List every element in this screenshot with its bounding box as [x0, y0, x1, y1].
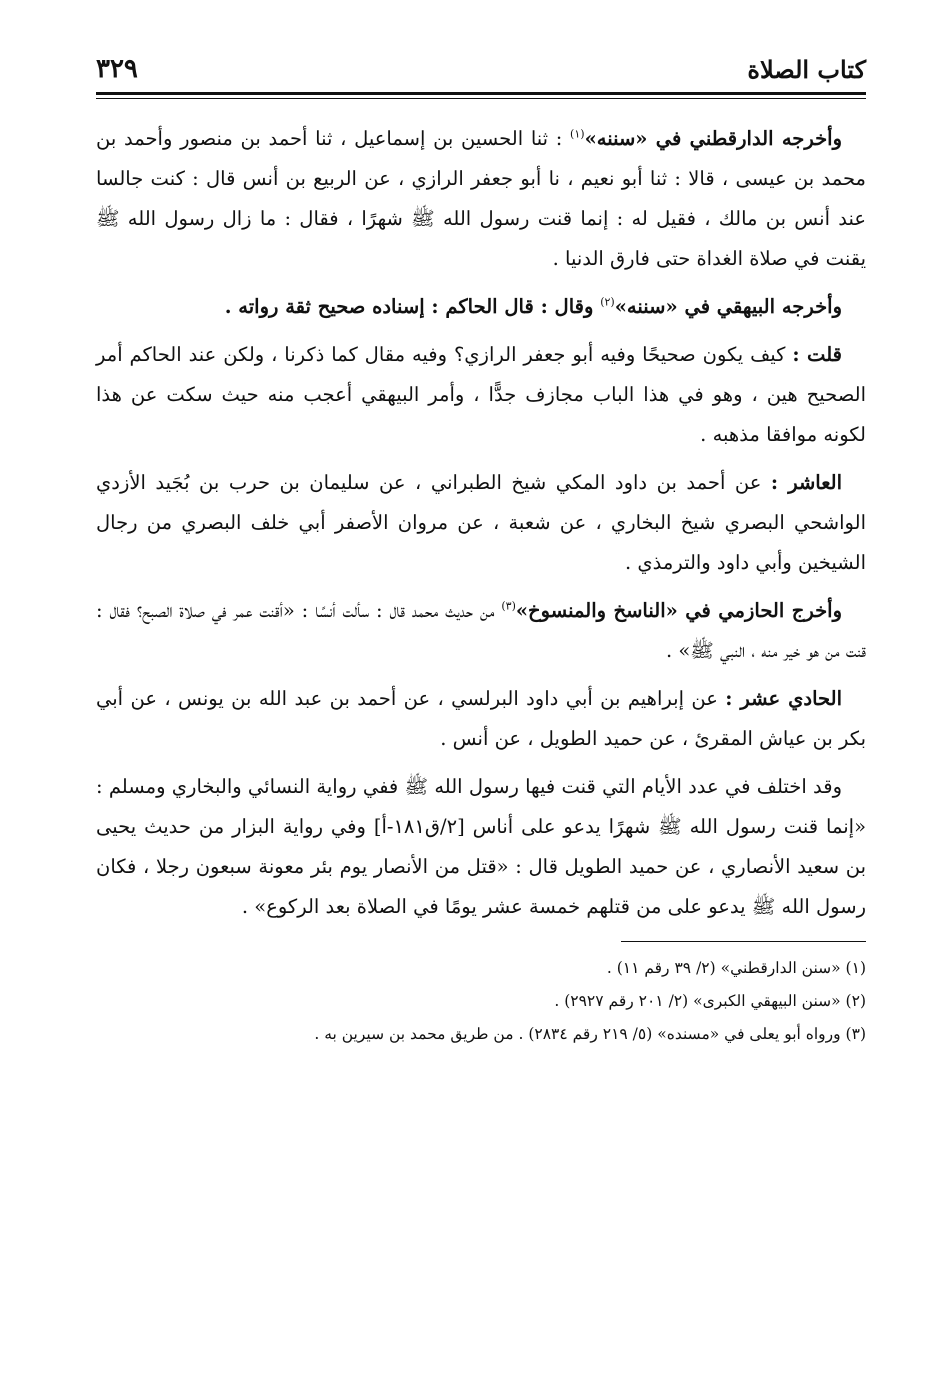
paragraph-lead: وأخرج الحازمي في «الناسخ والمنسوخ»	[515, 599, 842, 622]
paragraph-1	[96, 119, 866, 279]
paragraph-lead: العاشر :	[770, 471, 842, 494]
footnote-3: (٣) ورواه أبو يعلى في «مسنده» (٥/ ٢١٩ رقم ٢٨٣٤) . من طريق محمد بن سيرين به .	[314, 1025, 866, 1043]
paragraph-text: عن أحمد بن داود المكي شيخ الطبراني ، عن سليمان بن حرب بن بُجَيد الأزدي الواشحي البصري شيخ البخاري ، عن شعبة ، عن مروان الأصفر أبي خلف البصري من رجال الشيخين وأبي داود والترمذي .	[96, 471, 866, 574]
paragraph-lead: وأخرجه الدارقطني في «سننه»	[584, 127, 842, 150]
header-rule-thick	[96, 92, 866, 95]
page-header	[96, 40, 866, 84]
footnote-separator	[621, 941, 866, 942]
footnote-2: (٢) «سنن البيهقي الكبرى» (٢/ ٢٠١ رقم ٢٩٢٧) .	[554, 992, 866, 1010]
paragraph-3	[96, 335, 866, 455]
paragraph-lead: قلت :	[792, 343, 842, 366]
paragraph-5	[96, 591, 866, 671]
footnotes	[96, 952, 866, 1051]
paragraph-lead: وأخرجه البيهقي في «سننه»	[614, 295, 842, 318]
footnote-ref: (٢)	[600, 295, 615, 309]
paragraph-text: من حديث محمد قال : سألت أنسًا : «أقنت عمر في صلاة الصبح؟ فقال : قنت من هو خير منه ، النبي ﷺ» .	[96, 599, 866, 662]
paragraph-text: كيف يكون صحيحًا وفيه أبو جعفر الرازي؟ وفيه مقال كما ذكرنا ، ولكن عند الحاكم أمر الصحيح هين ، وهو في هذا الباب مجازف جدًّا ، وأمر البيهقي أعجب منه حيث سكت عن هذا لكونه موافقا مذهبه .	[96, 343, 866, 446]
page-number: ٣٢٩	[96, 54, 138, 84]
body-text	[96, 119, 866, 927]
paragraph-6	[96, 679, 866, 759]
paragraph-4	[96, 463, 866, 583]
paragraph-text: وقال : قال الحاكم : إسناده صحيح ثقة رواته .	[224, 295, 601, 318]
footnote-1: (١) «سنن الدارقطني» (٢/ ٣٩ رقم ١١) .	[606, 959, 866, 977]
paragraph-2	[96, 287, 866, 327]
paragraph-text: عن إبراهيم بن أبي داود البرلسي ، عن أحمد بن عبد الله بن يونس ، عن أبي بكر بن عياش المقرئ ، عن حميد الطويل ، عن أنس .	[96, 687, 866, 750]
paragraph-text: وقد اختلف في عدد الأيام التي قنت فيها رسول الله ﷺ ففي رواية النسائي والبخاري ومسلم : «إنما قنت رسول الله ﷺ شهرًا يدعو على أناس [٢/ق١٨١-أ] وفي رواية البزار من حديث يحيى بن سعيد الأنصاري ، عن حميد الطويل قال : «قتل من الأنصار يوم بئر معونة سبعون رجلا ، فكان رسول الله ﷺ يدعو على من قتلهم خمسة عشر يومًا في الصلاة بعد الركوع» .	[96, 775, 866, 918]
running-title: كتاب الصلاة	[747, 55, 866, 84]
page	[96, 40, 866, 1051]
header-rule-thin	[96, 98, 866, 99]
footnote-ref: (١)	[570, 127, 585, 141]
paragraph-lead: الحادي عشر :	[725, 687, 842, 710]
paragraph-7	[96, 767, 866, 927]
paragraph-text: : ثنا الحسين بن إسماعيل ، ثنا أحمد بن منصور وأحمد بن محمد بن عيسى ، قالا : ثنا أبو نعيم ، نا أبو جعفر الرازي ، عن الربيع بن أنس قال : كنت جالسا عند أنس بن مالك ، فقيل له : إنما قنت رسول الله ﷺ شهرًا ، فقال : ما زال رسول الله ﷺ يقنت في صلاة الغداة حتى فارق الدنيا .	[96, 127, 866, 270]
footnote-ref: (٣)	[501, 599, 516, 613]
